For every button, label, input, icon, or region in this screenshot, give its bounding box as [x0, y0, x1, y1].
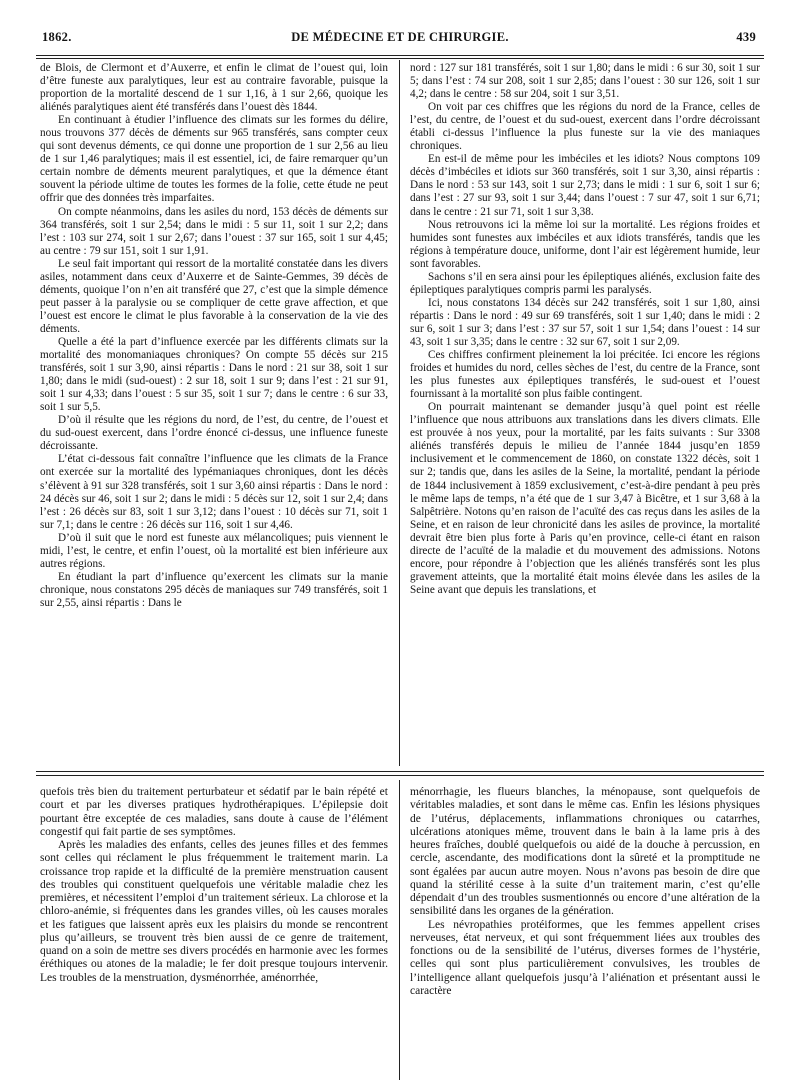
paragraph: Quelle a été la part d’influence exercée par les différents climats sur la mortalité des monomaniaques chroniques? On compte 55 décès sur 215 transférés, soit 1 sur 3,90, ainsi répartis : Dans le nord : 21 sur 38, soit 1 sur 1,80; dans le midi (sud-ouest) : 2 sur 18, soit 1 sur 9; dans l’est : 21 sur 91, soit 1 sur 4,33; dans l’ouest : 5 sur 35, soit 1 sur 7; dans le centre : 6 sur 33, soit 1 sur 5,5.	[40, 335, 388, 414]
paragraph: quefois très bien du traitement perturbateur et sédatif par le bain répété et court et par les diverses pratiques hydrothérapiques. L’épilepsie doit pourtant être exceptée de ces maladies, sans doute à cause de l’élément congestif qui fait partie de ses symptômes.	[40, 786, 388, 838]
bottom-column-divider	[399, 780, 400, 1080]
header-rule	[36, 55, 764, 56]
bottom-right-column	[410, 786, 760, 1076]
paragraph: En est-il de même pour les imbéciles et les idiots? Nous comptons 109 décès d’imbéciles et idiots sur 360 transférés, soit 1 sur 3,30, ainsi répartis : Dans le nord : 53 sur 143, soit 1 sur 2,73; dans le midi : 1 sur 6, soit 1 sur 6; dans l’est : 27 sur 93, soit 1 sur 3,44; dans l’ouest : 7 sur 47, soit 1 sur 6,71; dans le centre : 21 sur 71, soit 1 sur 3,38.	[410, 153, 760, 218]
section-rule-secondary	[36, 775, 764, 776]
paragraph: de Blois, de Clermont et d’Auxerre, et enfin le climat de l’ouest qui, loin d’être funeste aux paralytiques, leur est au contraire favorable, puisque la proportion de la mortalité descend de 1 sur 1,16, à 1 sur 2,66, quoique les aliénés paralytiques aient été transférés dans l’ouest dès 1844.	[40, 62, 388, 114]
running-header	[36, 30, 764, 52]
paragraph: D’où il résulte que les régions du nord, de l’est, du centre, de l’ouest et du sud-ouest exercent, dans l’ordre énoncé ci-dessus, une influence funeste décroissante.	[40, 414, 388, 453]
top-left-column	[40, 62, 388, 760]
paragraph: Ici, nous constatons 134 décès sur 242 transférés, soit 1 sur 1,80, ainsi répartis : Dans le nord : 49 sur 69 transférés, soit 1 sur 1,40; dans le midi : 2 sur 6, soit 1 sur 3; dans l’est : 37 sur 57, soit 1 sur 1,54; dans l’ouest : 14 sur 43, soit 1 sur 3,35; dans le centre : 32 sur 67, soit 1 sur 2,09.	[410, 296, 760, 348]
paragraph: On compte néanmoins, dans les asiles du nord, 153 décès de déments sur 364 transférés, soit 1 sur 2,54; dans le midi : 5 sur 11, soit 1 sur 2,2; dans l’est : 103 sur 274, soit 1 sur 2,67; dans l’ouest : 37 sur 165, soit 1 sur 4,45; au centre : 79 sur 151, soit 1 sur 1,91.	[40, 205, 388, 257]
paragraph: nord : 127 sur 181 transférés, soit 1 sur 1,80; dans le midi : 6 sur 30, soit 1 sur 5; dans l’est : 74 sur 208, soit 1 sur 2,85; dans l’ouest : 30 sur 126, soit 1 sur 4,2; dans le centre : 58 sur 204, soit 1 sur 3,51.	[410, 62, 760, 101]
paragraph: Après les maladies des enfants, celles des jeunes filles et des femmes sont celles qui réclament le plus fréquemment le traitement marin. La croissance trop rapide et la difficulté de la première menstruation causent des troubles qui constituent quelquefois une véritable maladie chez les premières, et nécessitent l’emploi d’un traitement sérieux. La chlorose et la chloro-anémie, si fréquentes dans les grandes villes, où les causes morales et les fatigues que laissent après eux les plaisirs du monde se rencontrent plus qu’ailleurs, se trouvent très bien aussi de ce genre de traitement, quand on a soin de mettre ses divers procédés en harmonie avec les formes éréthiques ou atones de la maladie; le fer doit presque toujours intervenir. Les troubles de la menstruation, dysménorrhée, aménorrhée,	[40, 839, 388, 984]
paragraph: Sachons s’il en sera ainsi pour les épileptiques aliénés, exclusion faite des épileptiques paralytiques compris parmi les paralysés.	[410, 270, 760, 296]
header-journal-title: DE MÉDECINE ET DE CHIRURGIE.	[291, 30, 509, 44]
paragraph: Ces chiffres confirment pleinement la loi précitée. Ici encore les régions froides et humides du nord, celles sèches de l’est, du centre de la France, sont les plus funestes aux épileptiques transférés, le sud-ouest et l’ouest fournissant à la mortalité son plus faible contingent.	[410, 349, 760, 401]
paragraph: Nous retrouvons ici la même loi sur la mortalité. Les régions froides et humides sont funestes aux imbéciles et aux idiots transférés, tandis que les régions à température douce, uniforme, dont l’air est légèrement humide, leur sont favorables.	[410, 218, 760, 270]
paragraph: L’état ci-dessous fait connaître l’influence que les climats de la France ont exercée sur la mortalité des lypémaniaques chroniques, dont les décès s’élèvent à 91 sur 328 transférés, soit 1 sur 3,60 ainsi répartis : Dans le nord : 24 décès sur 46, soit 1 sur 2; dans le midi : 5 décès sur 12, soit 1 sur 2,4; dans l’est : 26 décès sur 83, soit 1 sur 3,12; dans l’ouest : 10 décès sur 71, soit 1 sur 7,1; dans le centre : 26 décès sur 116, soit 1 sur 4,46.	[40, 453, 388, 531]
paragraph: ménorrhagie, les flueurs blanches, la ménopause, sont quelquefois de véritables maladies, et sont dans le même cas. Enfin les lésions physiques de l’utérus, déplacements, inflammations chroniques ou catarrhes, ulcérations atoniques même, trouvent dans le bain à la lame pris à des heures fraîches, doublé quelquefois ou aidé de la douche à percussion, en cercle, ascendante, des modifications dont la sûreté et la promptitude ne sont égalées par aucun autre moyen. Nous n’avons pas besoin de dire que quand la stérilité cesse à la suite d’un traitement marin, c’est qu’elle dépendait d’un des troubles susmentionnés ou encore d’une altération de la sensibilité dans les organes de la génération.	[410, 786, 760, 918]
paragraph: En étudiant la part d’influence qu’exercent les climats sur la manie chronique, nous constatons 295 décès de maniaques sur 749 transférés, soit 1 sur 2,55, ainsi répartis : Dans le	[40, 570, 388, 609]
header-year: 1862.	[42, 30, 72, 44]
section-rule	[36, 771, 764, 772]
top-column-divider	[399, 60, 400, 766]
header-rule-secondary	[36, 58, 764, 59]
paragraph: En continuant à étudier l’influence des climats sur les formes du délire, nous trouvons 377 décès de déments sur 965 transférés, sans compter ceux qui sont devenus déments, ce qui donne une proportion de 1 sur 2,56 au lieu de 1 sur 1,46 paralytiques; mais il est essentiel, ici, de faire remarquer qu’un certain nombre de déments meurent paralytiques, et que la démence étant souvent la période ultime de toutes les formes de la folie, cette étude ne peut offrir que des données très imparfaites.	[40, 114, 388, 205]
paragraph: D’où il suit que le nord est funeste aux mélancoliques; puis viennent le midi, l’est, le centre, et enfin l’ouest, où la mortalité est bien inférieure aux autres régions.	[40, 531, 388, 570]
paragraph: Les névropathies protéiformes, que les femmes appellent crises nerveuses, état nerveux, et qui sont fréquemment liées aux troubles des fonctions ou de la sensibilité de l’utérus, diverses formes de l’hystérie, celles qui sont plus particulièrement convulsives, les troubles de l’intelligence allant quelquefois jusqu’à l’aliénation et présentant aussi le caractère	[410, 918, 760, 997]
top-right-column	[410, 62, 760, 760]
page-number: 439	[736, 30, 756, 44]
paragraph: Le seul fait important qui ressort de la mortalité constatée dans les divers asiles, notamment dans ceux d’Auxerre et de Sainte-Gemmes, 39 décès de déments, quoique l’on n’en ait transféré que 27, c’est que la simple démence peut passer à la paralysie ou se compliquer de cette grave affection, et que l’ouest est encore le climat le plus favorable à la conservation de la vie des déments.	[40, 257, 388, 335]
paragraph: On voit par ces chiffres que les régions du nord de la France, celles de l’est, du centre, de l’ouest et du sud-ouest, exercent dans l’ordre décroissant établi ci-dessus l’influence la plus funeste sur la vie des maniaques chroniques.	[410, 101, 760, 153]
bottom-left-column	[40, 786, 388, 1076]
paragraph: On pourrait maintenant se demander jusqu’à quel point est réelle l’influence que nous attribuons aux translations dans les divers climats. Elle est prouvée à nos yeux, pour la mortalité, par les faits suivants : Sur 3308 aliénés transférés depuis le milieu de l’année 1844 jusqu’en 1859 inclusivement et le commencement de 1860, on constate 1322 décès, soit 1 sur 2; tandis que, dans les asiles de la Seine, la mortalité, pendant la période de 1844 inclusivement à 1859 exclusivement, c’est-à-dire pendant à peu près le même laps de temps, n’a été que de 1 sur 3,47 à Bicêtre, et 1 sur 3,68 à la Salpêtrière. Notons qu’en raison de l’acuïté des cas reçus dans les asiles de la Seine, et en raison de leur chronicité dans les asiles de province, la mortalité devrait être bien plus forte à Paris qu’en province, celle-ci étant en raison directe de l’acuïté de la maladie et du mouvement des admissions. Notons encore, pour répondre à l’objection que les aliénés transférés sont les plus gravement atteints, que la mortalité était moins élevée dans les asiles de la Seine avant que depuis les translations, et	[410, 401, 760, 596]
